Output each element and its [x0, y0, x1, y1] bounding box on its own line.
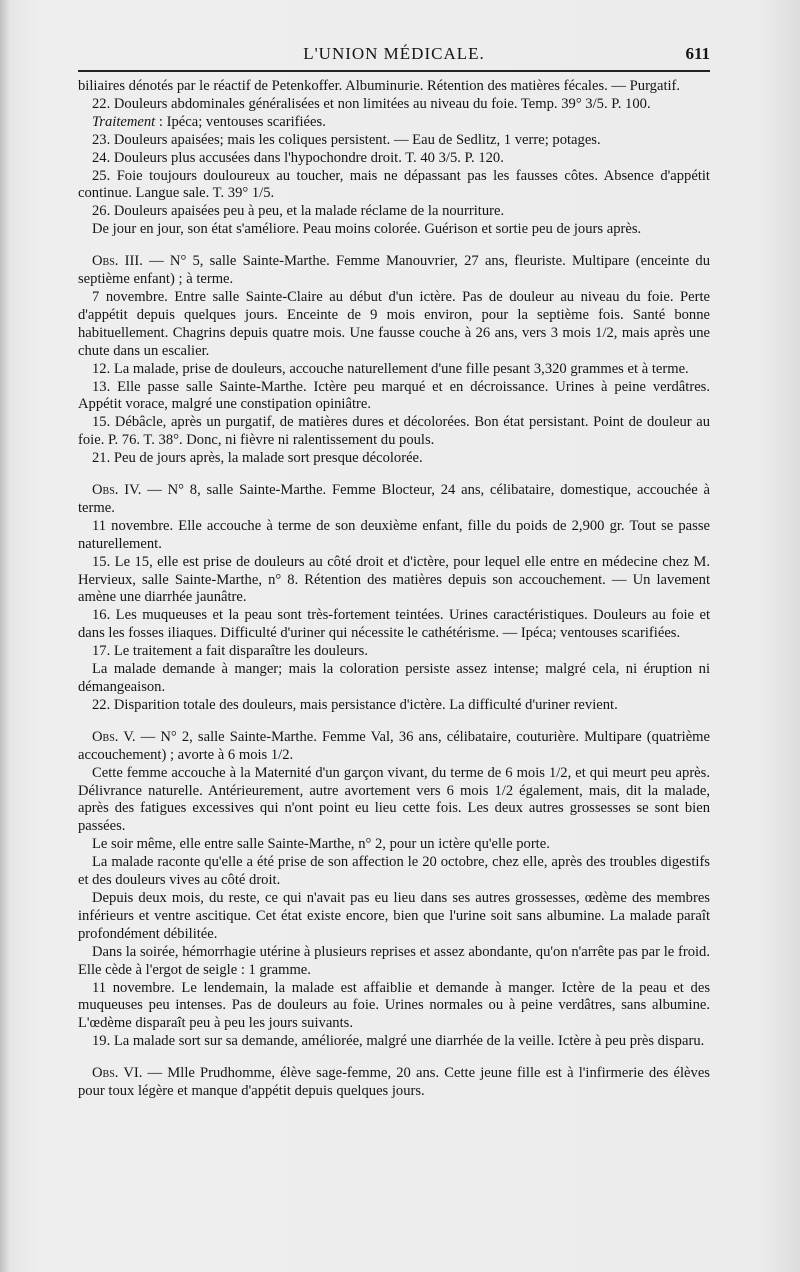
paragraph: [78, 854, 710, 890]
paragraph-text: — Mlle Prudhomme, élève sage-femme, 20 ans. Cette jeune fille est à l'infirmerie des élèves pour toux légère et manque d'appétit depuis quelques jours.: [78, 1065, 710, 1100]
paragraph-text: 15. Débâcle, après un purgatif, de matières dures et décolorées. Bon état persistant. Point de douleur au foie. P. 76. T. 38°. Donc, ni fièvre ni ralentissement du pouls.: [78, 414, 710, 449]
paragraph-text: 22. Douleurs abdominales généralisées et non limitées au niveau du foie. Temp. 39° 3/5. P. 100.: [92, 95, 651, 112]
paragraph: [78, 697, 710, 715]
paragraph-text: De jour en jour, son état s'améliore. Peau moins colorée. Guérison et sortie peu de jours après.: [92, 221, 642, 238]
observation-label: Obs. IV.: [92, 482, 142, 499]
observation-heading: [78, 1065, 710, 1101]
paragraph: [78, 132, 710, 150]
running-title: L'UNION MÉDICALE.: [303, 44, 485, 63]
treatment-paragraph: [78, 114, 710, 132]
paragraph-text: 24. Douleurs plus accusées dans l'hypochondre droit. T. 40 3/5. P. 120.: [92, 149, 504, 166]
paragraph: [78, 980, 710, 1034]
article-body: [78, 78, 710, 1101]
paragraph-text: 13. Elle passe salle Sainte-Marthe. Ictère peu marqué et en décroissance. Urines à peine verdâtres. Appétit vorace, malgré une constipation opiniâtre.: [78, 378, 710, 413]
paragraph: [78, 150, 710, 168]
paragraph-text: biliaires dénotés par le réactif de Petenkoffer. Albuminurie. Rétention des matières fécales. — Purgatif.: [78, 78, 681, 94]
paragraph: [78, 414, 710, 450]
paragraph-text: — N° 5, salle Sainte-Marthe. Femme Manouvrier, 27 ans, fleuriste. Multipare (enceinte du septième enfant) ; à terme.: [78, 253, 710, 288]
paragraph: [78, 96, 710, 114]
paragraph-text: 22. Disparition totale des douleurs, mais persistance d'ictère. La difficulté d'uriner revient.: [92, 696, 618, 713]
paragraph-text: Depuis deux mois, du reste, ce qui n'avait pas eu lieu dans ses autres grossesses, œdème des membres inférieurs et ventre ascitique. Cet état existe encore, bien que l'urine soit sans albumine. La malade paraît profondément débilitée.: [78, 889, 710, 942]
observation-label: Obs. VI.: [92, 1065, 143, 1082]
paragraph-text: 25. Foie toujours douloureux au toucher, mais ne dépassant pas les fausses côtes. Absence d'appétit continue. Langue sale. T. 39° 1/5.: [78, 167, 710, 202]
paragraph-text: 26. Douleurs apaisées peu à peu, et la malade réclame de la nourriture.: [92, 203, 505, 220]
paragraph: [78, 944, 710, 980]
paragraph: [78, 607, 710, 643]
paragraph: [78, 765, 710, 837]
paragraph: [78, 1033, 710, 1051]
paragraph-text: Cette femme accouche à la Maternité d'un garçon vivant, du terme de 6 mois 1/2, et qui meurt peu après. Délivrance naturelle. Antérieurement, autre avortement vers 6 mois 1/2 également, mais, dit la malade, après des fatigues excessives qui n'ont point eu lieu cette fois. Les deux autres grossesses se sont bien passées.: [78, 764, 710, 835]
paragraph-text: 12. La malade, prise de douleurs, accouche naturellement d'une fille pesant 3,320 grammes et à terme.: [92, 360, 689, 377]
paragraph-text: Le soir même, elle entre salle Sainte-Marthe, n° 2, pour un ictère qu'elle porte.: [92, 836, 550, 853]
paragraph-text: 11 novembre. Elle accouche à terme de son deuxième enfant, fille du poids de 2,900 gr. Tout se passe naturellement.: [78, 517, 710, 552]
paragraph-text: La malade demande à manger; mais la coloration persiste assez intense; malgré cela, ni éruption ni démangeaison.: [78, 661, 710, 695]
paragraph-text: 23. Douleurs apaisées; mais les coliques persistent. — Eau de Sedlitz, 1 verre; potages.: [92, 131, 601, 148]
paragraph-text: 17. Le traitement a fait disparaître les douleurs.: [92, 643, 368, 660]
page-number: 611: [685, 44, 710, 63]
paragraph-text: 7 novembre. Entre salle Sainte-Claire au début d'un ictère. Pas de douleur au niveau du foie. Perte d'appétit depuis quelques jours. Enceinte de 9 mois environ, pour la septième fois. Santé bonne habituellement. Chagrins depuis quatre mois. Une fausse couche à 26 ans, vers 3 mois 1/2, mais après une chute dans un escalier.: [78, 288, 710, 359]
observation-heading: [78, 482, 710, 518]
paragraph: [78, 518, 710, 554]
header-rule: [78, 70, 710, 72]
paragraph-text: 21. Peu de jours après, la malade sort presque décolorée.: [92, 450, 423, 467]
paragraph: [78, 379, 710, 415]
observation-heading: [78, 253, 710, 289]
paragraph-text: Dans la soirée, hémorrhagie utérine à plusieurs reprises et assez abondante, qu'on n'arrête pas par le froid. Elle cède à l'ergot de seigle : 1 gramme.: [78, 943, 710, 978]
treatment-label: Traitement: [92, 113, 156, 130]
page-header: [78, 38, 710, 68]
paragraph-text: : Ipéca; ventouses scarifiées.: [155, 113, 326, 130]
paragraph: [78, 661, 710, 697]
paragraph: [78, 289, 710, 361]
paragraph-text: La malade raconte qu'elle a été prise de son affection le 20 octobre, chez elle, après des troubles digestifs et des douleurs vives au côté droit.: [78, 854, 710, 889]
paragraph: [78, 203, 710, 221]
paragraph-text: 16. Les muqueuses et la peau sont très-fortement teintées. Urines caractéristiques. Douleurs au foie et dans les fosses iliaques. Difficulté d'uriner qui nécessite le cathétérisme. — Ipéca; ventouses scarifiées.: [78, 607, 710, 642]
paragraph-text: 15. Le 15, elle est prise de douleurs au côté droit et d'ictère, pour lequel elle entre en médecine chez M. Hervieux, salle Sainte-Marthe, n° 8. Rétention des matières depuis son accouchement. — Un lavement amène une diarrhée jaunâtre.: [78, 553, 710, 606]
paragraph: [78, 643, 710, 661]
paragraph: [78, 450, 710, 468]
paragraph: [78, 168, 710, 204]
paragraph: [78, 361, 710, 379]
paragraph-text: — N° 8, salle Sainte-Marthe. Femme Blocteur, 24 ans, célibataire, domestique, accouchée à terme.: [78, 482, 710, 516]
observation-label: Obs. V.: [92, 728, 136, 745]
paragraph-text: 19. La malade sort sur sa demande, améliorée, malgré une diarrhée de la veille. Ictère à peu près disparu.: [92, 1033, 705, 1050]
paragraph: [78, 836, 710, 854]
paragraph: [78, 221, 710, 239]
observation-label: Obs. III.: [92, 253, 143, 270]
paragraph: [78, 890, 710, 944]
paragraph-continued: [78, 78, 710, 96]
paragraph: [78, 554, 710, 608]
paragraph-text: 11 novembre. Le lendemain, la malade est affaiblie et demande à manger. Ictère de la peau et des muqueuses peu intenses. Pas de douleurs au foie. Urines normales ou à peine verdâtres, sans albumine. L'œdème disparaît peu à peu les jours suivants.: [78, 979, 710, 1032]
observation-heading: [78, 729, 710, 765]
paragraph-text: — N° 2, salle Sainte-Marthe. Femme Val, 36 ans, célibataire, couturière. Multipare (quatrième accouchement) ; avorte à 6 mois 1/2.: [78, 728, 711, 763]
